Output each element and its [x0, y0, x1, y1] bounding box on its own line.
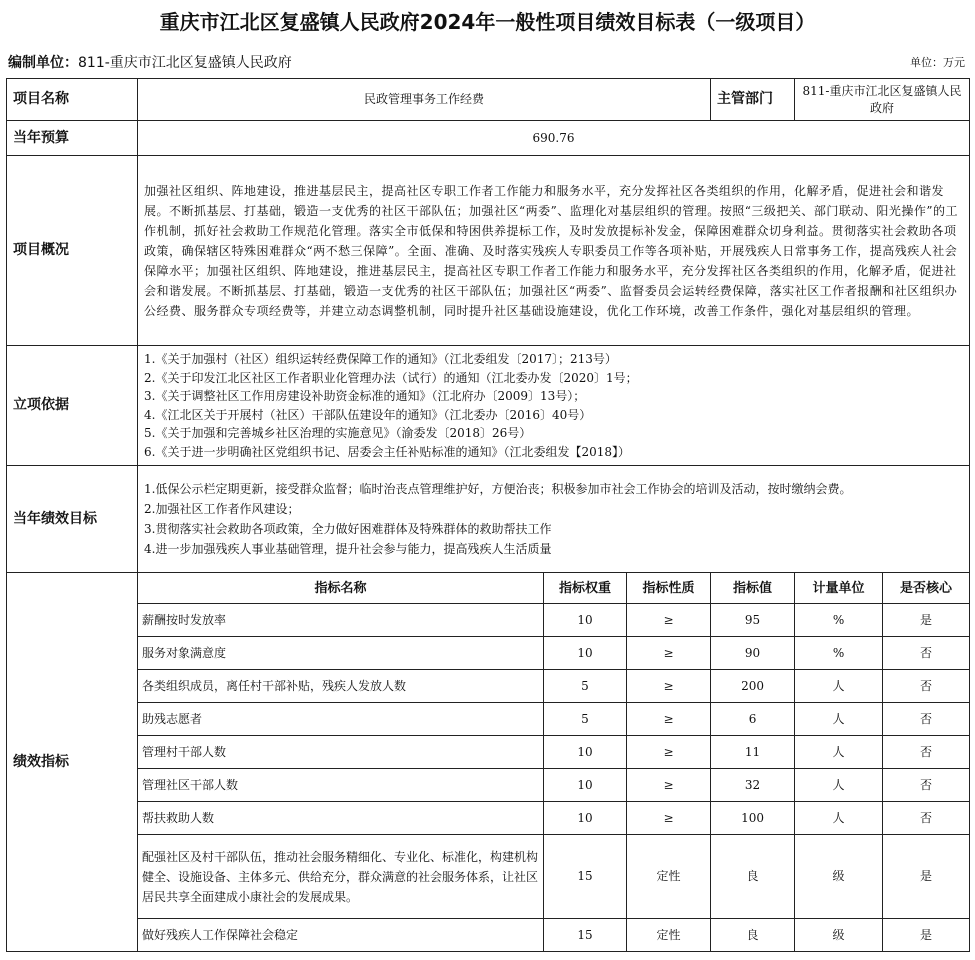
basis-list — [138, 346, 970, 466]
basis-row — [7, 346, 970, 466]
overview-text: 加强社区组织、阵地建设，推进基层民主，提高社区专职工作者工作能力和服务水平，充分发挥社区各类组织的作用，化解矛盾，促进社会和谐发展。不断抓基层、打基础，锻造一支优秀的社区干部队伍；加强社区“两委”、监理化对基层组织的管理。按照“三级把关、部门联动、阳光操作”的工作机制，抓好社会救助工作规范化管理。落实全市低保和特困供养提标工作，及时发放提标补发金，保障困难群众切身利益。贯彻落实社会救助各项政策，确保辖区特殊困难群众“两不愁三保障”。全面、准确、及时落实残疾人专职委员工作等各项补贴，开展残疾人日常事务工作，提高残疾人社会保障水平；加强社区组织、阵地建设，推进基层民主，提高社区专职工作者工作能力和服务水平，充分发挥社区各类组织的作用，化解矛盾，促进社会和谐发展。不断抓基层、打基础，锻造一支优秀的社区干部队伍；加强社区“两委”、监督委员会运转经费保障，落实社区工作者报酬和社区组织办公经费、服务群众专项经费等，并建立动态调整机制，同时提升社区基础设施建设，优化工作环境，改善工作条件，强化对基层组织的管理。 — [138, 156, 970, 346]
indicator-weight: 10 — [544, 604, 627, 637]
indicator-weight: 5 — [544, 670, 627, 703]
basis-item: 6.《关于进一步明确社区党组织书记、居委会主任补贴标准的通知》（江北委组发【2018】） — [144, 444, 630, 459]
indicator-name: 管理社区干部人数 — [138, 769, 544, 802]
basis-item: 1.《关于加强村（社区）组织运转经费保障工作的通知》（江北委组发〔2017〕；213号） — [144, 352, 617, 366]
goal-item: 3.贯彻落实社会救助各项政策，全力做好困难群体及特殊群体的救助帮扶工作 — [144, 522, 552, 536]
indicator-value: 良 — [711, 919, 795, 952]
compiling-unit-name: 811-重庆市江北区复盛镇人民政府 — [78, 55, 292, 71]
indicator-name: 做好残疾人工作保障社会稳定 — [138, 919, 544, 952]
header-weight: 指标权重 — [544, 573, 627, 604]
indicator-weight: 10 — [544, 736, 627, 769]
indicator-nature: ≥ — [627, 637, 711, 670]
table-row — [7, 703, 970, 736]
indicator-name: 帮扶救助人数 — [138, 802, 544, 835]
basis-item: 5.《关于加强和完善城乡社区治理的实施意见》（渝委发〔2018〕26号） — [144, 426, 532, 440]
basis-label: 立项依据 — [7, 346, 138, 466]
indicator-nature: ≥ — [627, 802, 711, 835]
indicator-nature: ≥ — [627, 736, 711, 769]
budget-value: 690.76 — [138, 121, 970, 156]
indicator-name: 助残志愿者 — [138, 703, 544, 736]
indicator-core: 否 — [883, 637, 970, 670]
compiling-unit-label: 编制单位： — [8, 55, 78, 71]
header-core: 是否核心 — [883, 573, 970, 604]
indicator-unit: 人 — [795, 670, 883, 703]
indicator-unit: 级 — [795, 835, 883, 919]
table-row — [7, 637, 970, 670]
indicator-name: 服务对象满意度 — [138, 637, 544, 670]
indicator-core: 是 — [883, 604, 970, 637]
indicator-core: 否 — [883, 802, 970, 835]
basis-item: 2.《关于印发江北区社区工作者职业化管理办法（试行）的通知（江北委办发〔2020〕1号； — [144, 370, 638, 385]
table-row — [7, 670, 970, 703]
indicator-nature: ≥ — [627, 670, 711, 703]
indicator-value: 6 — [711, 703, 795, 736]
indicator-unit: % — [795, 637, 883, 670]
indicator-value: 32 — [711, 769, 795, 802]
budget-label: 当年预算 — [7, 121, 138, 156]
project-name-value: 民政管理事务工作经费 — [138, 79, 711, 121]
header-value: 指标值 — [711, 573, 795, 604]
goals-row — [7, 466, 970, 573]
indicator-core: 是 — [883, 835, 970, 919]
indicator-weight: 15 — [544, 835, 627, 919]
indicator-nature: ≥ — [627, 703, 711, 736]
indicator-unit: % — [795, 604, 883, 637]
project-name-row — [7, 79, 970, 121]
indicator-name: 薪酬按时发放率 — [138, 604, 544, 637]
indicator-value: 95 — [711, 604, 795, 637]
indicator-weight: 10 — [544, 637, 627, 670]
basis-item: 4.《江北区关于开展村（社区）干部队伍建设年的通知》（江北委办〔2016〕40号） — [144, 407, 592, 422]
table-row — [7, 835, 970, 919]
indicator-value: 良 — [711, 835, 795, 919]
dept-label: 主管部门 — [711, 79, 795, 121]
goal-item: 1.低保公示栏定期更新，接受群众监督；临时治丧点管理维护好，方便治丧；积极参加市社会工作协会的培训及活动，按时缴纳会费。 — [144, 482, 852, 496]
indicator-value: 90 — [711, 637, 795, 670]
table-row — [7, 802, 970, 835]
table-row — [7, 919, 970, 952]
indicator-unit: 人 — [795, 769, 883, 802]
table-row — [7, 736, 970, 769]
indicator-name: 各类组织成员，离任村干部补贴，残疾人发放人数 — [138, 670, 544, 703]
table-row — [7, 769, 970, 802]
goals-list — [138, 466, 970, 573]
compiling-unit — [8, 52, 292, 72]
indicator-unit: 人 — [795, 736, 883, 769]
indicators-label: 绩效指标 — [7, 573, 138, 952]
indicator-core: 否 — [883, 703, 970, 736]
performance-table — [6, 78, 970, 952]
header-unit: 计量单位 — [795, 573, 883, 604]
indicator-nature: ≥ — [627, 604, 711, 637]
indicator-core: 否 — [883, 736, 970, 769]
indicator-name: 管理村干部人数 — [138, 736, 544, 769]
table-row — [7, 604, 970, 637]
indicator-nature: 定性 — [627, 919, 711, 952]
indicator-unit: 人 — [795, 703, 883, 736]
indicator-core: 是 — [883, 919, 970, 952]
indicator-weight: 10 — [544, 769, 627, 802]
indicator-value: 200 — [711, 670, 795, 703]
indicator-weight: 5 — [544, 703, 627, 736]
project-name-label: 项目名称 — [7, 79, 138, 121]
indicator-value: 100 — [711, 802, 795, 835]
indicator-weight: 10 — [544, 802, 627, 835]
indicator-value: 11 — [711, 736, 795, 769]
goal-item: 2.加强社区工作者作风建设； — [144, 502, 300, 516]
budget-row — [7, 121, 970, 156]
indicator-name: 配强社区及村干部队伍，推动社会服务精细化、专业化、标准化，构建机构健全、设施设备、主体多元、供给充分，群众满意的社会服务体系，让社区居民共享全面建成小康社会的发展成果。 — [138, 835, 544, 919]
indicator-nature: 定性 — [627, 835, 711, 919]
currency-unit: 单位：万元 — [910, 56, 965, 69]
indicator-unit: 级 — [795, 919, 883, 952]
page-title: 重庆市江北区复盛镇人民政府2024年一般性项目绩效目标表（一级项目） — [159, 10, 816, 34]
goal-item: 4.进一步加强残疾人事业基础管理，提升社会参与能力，提高残疾人生活质量 — [144, 542, 552, 556]
indicator-core: 否 — [883, 670, 970, 703]
dept-value: 811-重庆市江北区复盛镇人民政府 — [795, 79, 970, 121]
indicator-nature: ≥ — [627, 769, 711, 802]
header-indicator-name: 指标名称 — [138, 573, 544, 604]
header-nature: 指标性质 — [627, 573, 711, 604]
overview-label: 项目概况 — [7, 156, 138, 346]
indicator-header-row — [7, 573, 970, 604]
basis-item: 3.《关于调整社区工作用房建设补助资金标准的通知》（江北府办〔2009〕13号）； — [144, 389, 586, 403]
indicator-weight: 15 — [544, 919, 627, 952]
indicator-core: 否 — [883, 769, 970, 802]
overview-row — [7, 156, 970, 346]
indicator-unit: 人 — [795, 802, 883, 835]
goals-label: 当年绩效目标 — [7, 466, 138, 573]
